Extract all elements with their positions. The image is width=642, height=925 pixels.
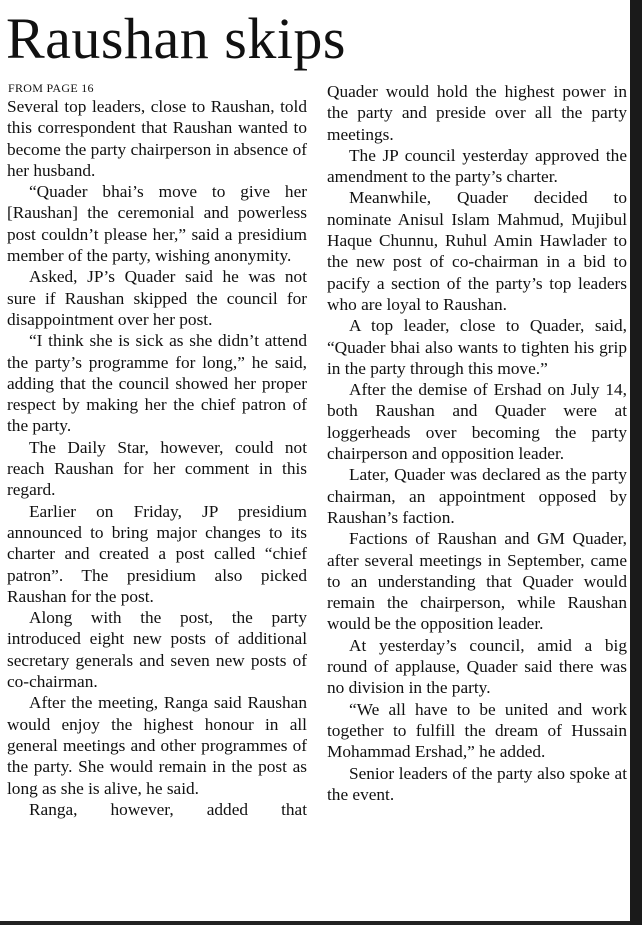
article-column-left	[7, 96, 307, 820]
paragraph: “I think she is sick as she didn’t attend the party’s programme for long,” he said, adding that the council showed her proper respect by making her the chief patron of the party.	[7, 331, 307, 436]
bottom-rule	[0, 921, 642, 925]
paragraph: Meanwhile, Quader decided to nominate Anisul Islam Mahmud, Mujibul Haque Chunnu, Ruhul Amin Hawlader to the new post of co-chairman in a bid to pacify a section of the party’s top leaders who are loyal to Raushan.	[327, 188, 627, 314]
paragraph: Earlier on Friday, JP presidium announced to bring major changes to its charter and created a post called “chief patron”. The presidium also picked Raushan for the post.	[7, 501, 307, 606]
paragraph: At yesterday’s council, amid a big round of applause, Quader said there was no division in the party.	[327, 635, 627, 698]
paragraph: “Quader bhai’s move to give her [Raushan] the ceremonial and powerless post couldn’t please her,” said a presidium member of the party, wishing anonymity.	[7, 182, 307, 266]
paragraph: A top leader, close to Quader, said, “Quader bhai also wants to tighten his grip in the party through this move.”	[327, 316, 627, 378]
paragraph: The JP council yesterday approved the amendment to the party’s charter.	[327, 145, 627, 187]
dateline: FROM PAGE 16	[8, 81, 94, 95]
headline: Raushan skips	[6, 6, 346, 71]
paragraph: Ranga, however, added that	[29, 799, 307, 819]
article-column-right	[327, 81, 627, 805]
page-edge	[630, 0, 642, 925]
paragraph: Asked, JP’s Quader said he was not sure if Raushan skipped the council for disappointment over her post.	[7, 267, 307, 329]
paragraph: Several top leaders, close to Raushan, told this correspondent that Raushan wanted to become the party chairperson in absence of her husband.	[7, 97, 307, 180]
paragraph: Along with the post, the party introduced eight new posts of additional secretary generals and seven new posts of co-chairman.	[7, 608, 307, 692]
paragraph: “We all have to be united and work together to fulfill the dream of Hussain Mohammad Ershad,” he added.	[327, 699, 627, 762]
paragraph: Senior leaders of the party also spoke at the event.	[327, 763, 627, 804]
paragraph: After the meeting, Ranga said Raushan would enjoy the highest honour in all general meetings and other programmes of the party. She would remain in the post as long as she is alive, he said.	[7, 693, 307, 798]
paragraph: Factions of Raushan and GM Quader, after several meetings in September, came to an understanding that Quader would remain the chairperson, while Raushan would be the opposition leader.	[327, 529, 627, 634]
paragraph: The Daily Star, however, could not reach Raushan for her comment in this regard.	[7, 437, 307, 500]
paragraph: Quader would hold the highest power in the party and preside over all the party meetings.	[327, 82, 627, 144]
paragraph: Later, Quader was declared as the party chairman, an appointment opposed by Raushan’s faction.	[327, 465, 627, 527]
paragraph: After the demise of Ershad on July 14, both Raushan and Quader were at loggerheads over becoming the party chairperson and opposition leader.	[327, 380, 627, 464]
